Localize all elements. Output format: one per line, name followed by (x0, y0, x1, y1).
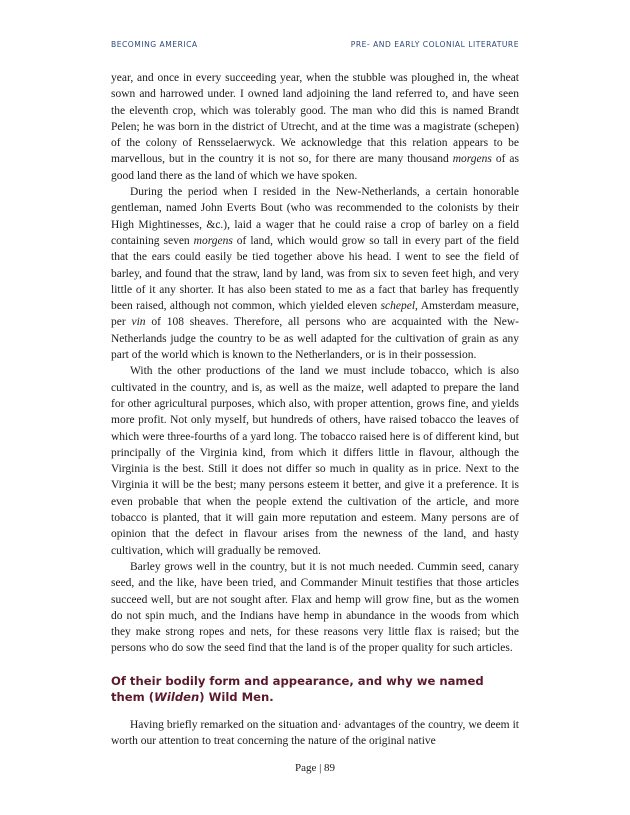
paragraph-text: , Amsterdam measure, per (111, 300, 520, 329)
paragraph-text: Having briefly remarked on the situation and· advantages of the country, we deem it worth our attention to treat concerning the nature of the original native (111, 718, 519, 747)
italic-term: morgens (452, 153, 492, 166)
header-section-title: PRE- AND EARLY COLONIAL LITERATURE (350, 40, 519, 49)
italic-term: vin (131, 316, 146, 329)
paragraph-text: During the period when I resided in the New-Netherlands, a certain honorable gentleman, named John Everts Bout (who was recommended to the colonists by their High Mightinesses, &c.), laid a wager that he could raise a crop of barley on a field containing seven (111, 186, 519, 247)
section-heading-text: ) Wild Men. (199, 690, 274, 705)
body-text (111, 70, 519, 749)
running-header (111, 40, 519, 49)
paragraph-text: of as good land there as the land of which we have spoken. (111, 153, 519, 182)
italic-term: morgens (193, 234, 233, 247)
italic-term: schepel (380, 300, 416, 313)
page-number: Page | 89 (294, 762, 336, 774)
paragraph-text: of 108 sheaves. Therefore, all persons who are acquainted with the New-Netherlands judge the country to be as well adapted for the cultivation of grain as any part of the world which is known to the Netherlanders, or is in their possession. (111, 316, 520, 362)
paragraph (111, 559, 519, 657)
paragraph (111, 70, 519, 184)
section-heading (111, 673, 519, 706)
paragraph-text: year, and once in every succeeding year, when the stubble was ploughed in, the wheat sown and harrowed under. I owned land adjoining the land referred to, and have seen the eleventh crop, which was tolerably good. The man who did this is named Brandt Pelen; he was born in the district of Utrecht, and at the time was a magistrate (schepen) of the colony of Rensselaerwyck. We acknowledge that this relation appears to be marvellous, but in the country it is not so, for there are many thousand (111, 72, 519, 166)
paragraph (111, 184, 519, 363)
paragraph-text: With the other productions of the land we must include tobacco, which is also cultivated in the country, and is, as well as the maize, well adapted to prepare the land for other agricultural purposes, which also, with proper attention, grows fine, and yields more profit. Not only myself, but hundreds of others, have raised tobacco the leaves of which were three-fourths of a yard long. The tobacco raised here is of different kind, but principally of the Virginia kind, from which it differs little in flavour, although the Virginia is the best. Still it does not differ so much in quality as in price. Next to the Virginia it will be the best; many persons esteem it better, and give it a preference. It is even probable that when the people extend the cultivation of the article, and more tobacco is planted, that it will gain more reputation and esteem. Many persons are of opinion that the defect in flavour arises from the newness of the land, and hasty cultivation, which will gradually be removed. (111, 365, 519, 557)
paragraph-text: Barley grows well in the country, but it is not much needed. Cummin seed, canary seed, and the like, have been tried, and Commander Minuit testifies that those articles succeed well, but are not sought after. Flax and hemp will grow fine, but as the women do not spin much, and the Indians have hemp in abundance in the woods from which they make strong ropes and nets, for these reasons very little flax is raised; but the persons who do sow the seed find that the land is of the proper quality for such articles. (111, 560, 519, 655)
paragraph-text: of land, which would grow so tall in every part of the field that the ears could easily be tied together above his head. I went to see the field of barley, and found that the straw, land by land, was from six to seven feet high, and very little of it any shorter. It has also been stated to me as a fact that barley has frequently been raised, although not common, which yielded eleven (111, 234, 519, 313)
header-book-title: BECOMING AMERICA (111, 40, 198, 49)
section-heading-italic: Wilden (154, 690, 200, 705)
section-heading-text: Of their bodily form and appearance, and why we named them ( (111, 673, 484, 705)
paragraph (111, 363, 519, 559)
paragraph (111, 717, 519, 750)
